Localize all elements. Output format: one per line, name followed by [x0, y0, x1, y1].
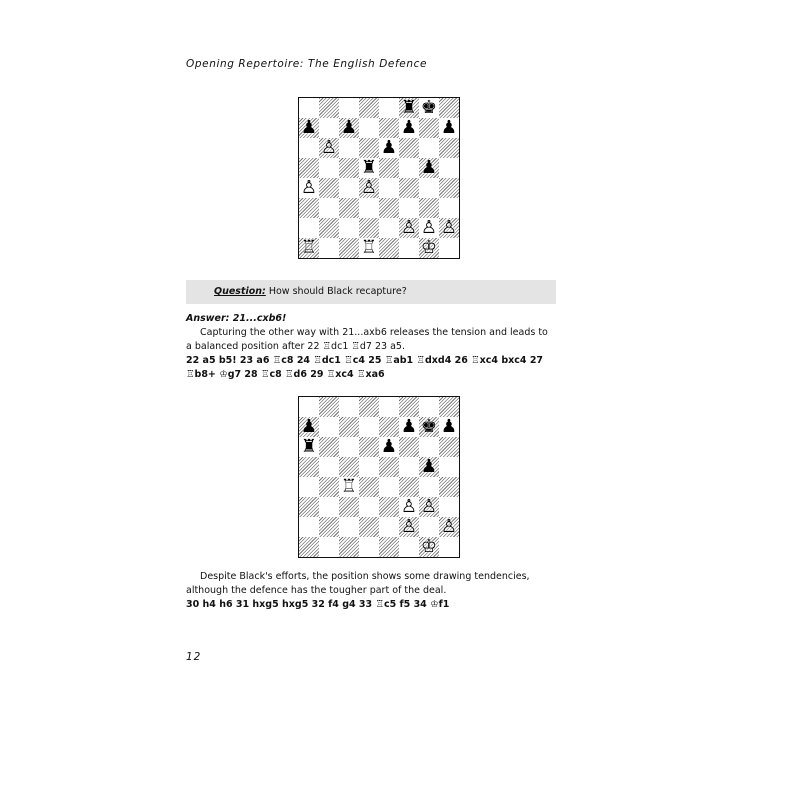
board-square: [439, 437, 459, 457]
board-square: [339, 138, 359, 158]
board-square: [299, 178, 319, 198]
board-square: [419, 98, 439, 118]
board-square: [339, 457, 359, 477]
board-square: [439, 198, 459, 218]
board-square: [319, 417, 339, 437]
board-square: [299, 397, 319, 417]
black-pawn-icon: ♟: [300, 416, 318, 437]
board-square: [339, 238, 359, 258]
board-square: [379, 218, 399, 238]
white-pawn-icon: ♙: [400, 516, 418, 537]
answer-section: [186, 312, 556, 382]
board-square: [379, 238, 399, 258]
board-square: [379, 437, 399, 457]
board-square: [439, 98, 459, 118]
white-pawn-icon: ♙: [300, 177, 318, 198]
board-square: [419, 138, 439, 158]
board-square: [299, 417, 319, 437]
question-label: Question:: [214, 286, 266, 297]
page-number: 12: [186, 651, 202, 663]
white-pawn-icon: ♙: [360, 177, 378, 198]
board-square: [359, 198, 379, 218]
board-square: [319, 477, 339, 497]
board-square: [399, 537, 419, 557]
board-square: [399, 158, 419, 178]
board-square: [439, 178, 459, 198]
board-square: [319, 98, 339, 118]
board-square: [359, 437, 379, 457]
board-square: [419, 417, 439, 437]
board-square: [399, 517, 419, 537]
chess-diagram-1: [298, 97, 460, 259]
white-rook-icon: ♖: [300, 237, 318, 258]
board-square: [379, 457, 399, 477]
chess-diagram-2: [298, 396, 460, 558]
black-king-icon: ♚: [420, 416, 438, 437]
board-square: [439, 497, 459, 517]
black-pawn-icon: ♟: [420, 157, 438, 178]
board-square: [339, 517, 359, 537]
board-square: [319, 238, 339, 258]
board-square: [419, 218, 439, 238]
board-square: [339, 158, 359, 178]
board-square: [319, 537, 339, 557]
board-square: [399, 138, 419, 158]
board-square: [299, 198, 319, 218]
board-square: [419, 158, 439, 178]
board-square: [419, 238, 439, 258]
board-square: [299, 477, 319, 497]
white-pawn-icon: ♙: [400, 496, 418, 517]
board-square: [359, 118, 379, 138]
board-square: [379, 517, 399, 537]
conclusion-paragraph: Despite Black's efforts, the position shows some drawing tendencies, although the defence has the tougher part of the deal.: [186, 571, 530, 596]
board-square: [299, 218, 319, 238]
black-pawn-icon: ♟: [340, 117, 358, 138]
answer-label: Answer: 21...cxb6!: [186, 313, 287, 324]
board-square: [419, 178, 439, 198]
board-square: [439, 417, 459, 437]
running-head: Opening Repertoire: The English Defence: [186, 58, 428, 70]
board-square: [359, 417, 379, 437]
board-square: [359, 397, 379, 417]
board-square: [399, 497, 419, 517]
board-square: [319, 158, 339, 178]
board-square: [299, 158, 319, 178]
board-square: [399, 457, 419, 477]
board-square: [299, 118, 319, 138]
black-pawn-icon: ♟: [400, 416, 418, 437]
black-pawn-icon: ♟: [420, 456, 438, 477]
board-square: [379, 118, 399, 138]
board-square: [359, 457, 379, 477]
board-square: [439, 138, 459, 158]
board-square: [379, 417, 399, 437]
board-square: [319, 118, 339, 138]
black-pawn-icon: ♟: [380, 436, 398, 457]
board-square: [379, 198, 399, 218]
board-square: [399, 437, 419, 457]
board-square: [419, 517, 439, 537]
board-square: [419, 457, 439, 477]
conclusion-section: [186, 570, 556, 612]
board-square: [439, 457, 459, 477]
board-square: [419, 397, 439, 417]
board-square: [299, 238, 319, 258]
board-square: [399, 178, 419, 198]
board-square: [399, 198, 419, 218]
board-square: [319, 178, 339, 198]
board-square: [359, 497, 379, 517]
conclusion-moves: 30 h4 h6 31 hxg5 hxg5 32 f4 g4 33 ♖c5 f5 34 ♔f1: [186, 599, 450, 610]
board-square: [419, 437, 439, 457]
black-rook-icon: ♜: [360, 157, 378, 178]
board-square: [439, 477, 459, 497]
board-square: [399, 118, 419, 138]
board-square: [339, 198, 359, 218]
board-square: [339, 417, 359, 437]
board-square: [439, 158, 459, 178]
white-pawn-icon: ♙: [320, 137, 338, 158]
white-pawn-icon: ♙: [440, 217, 458, 238]
question-text: How should Black recapture?: [265, 286, 407, 297]
board-square: [359, 537, 379, 557]
board-square: [359, 138, 379, 158]
board-square: [299, 437, 319, 457]
board-square: [339, 218, 359, 238]
board-square: [379, 537, 399, 557]
board-square: [379, 397, 399, 417]
board-square: [419, 537, 439, 557]
board-square: [419, 198, 439, 218]
board-square: [319, 437, 339, 457]
board-square: [379, 178, 399, 198]
board-square: [399, 417, 419, 437]
board-square: [319, 198, 339, 218]
board-square: [439, 397, 459, 417]
board-square: [379, 497, 399, 517]
board-square: [379, 98, 399, 118]
white-pawn-icon: ♙: [400, 217, 418, 238]
board-square: [399, 397, 419, 417]
answer-paragraph: Capturing the other way with 21...axb6 releases the tension and leads to a balanced position after 22 ♖dc1 ♖d7 23 a5.: [186, 327, 548, 352]
black-rook-icon: ♜: [300, 436, 318, 457]
board-square: [359, 517, 379, 537]
board-square: [439, 537, 459, 557]
white-rook-icon: ♖: [340, 476, 358, 497]
board-square: [299, 457, 319, 477]
board-square: [359, 178, 379, 198]
board-square: [419, 477, 439, 497]
board-square: [339, 397, 359, 417]
black-pawn-icon: ♟: [400, 117, 418, 138]
board-square: [359, 477, 379, 497]
board-square: [299, 517, 319, 537]
board-square: [399, 98, 419, 118]
board-square: [319, 218, 339, 238]
board-square: [359, 218, 379, 238]
board-square: [439, 218, 459, 238]
white-king-icon: ♔: [420, 536, 438, 557]
board-square: [339, 98, 359, 118]
board-square: [299, 138, 319, 158]
board-square: [399, 477, 419, 497]
board-square: [319, 497, 339, 517]
board-square: [439, 238, 459, 258]
board-square: [359, 98, 379, 118]
board-square: [319, 457, 339, 477]
board-square: [339, 437, 359, 457]
black-pawn-icon: ♟: [440, 117, 458, 138]
board-square: [439, 118, 459, 138]
board-square: [299, 497, 319, 517]
board-square: [379, 158, 399, 178]
board-square: [359, 158, 379, 178]
answer-moves: 22 a5 b5! 23 a6 ♖c8 24 ♖dc1 ♖c4 25 ♖ab1 ♖dxd4 26 ♖xc4 bxc4 27 ♖b8+ ♔g7 28 ♖c8 ♖d6 29 ♖xc4 ♖xa6: [186, 355, 544, 380]
black-rook-icon: ♜: [400, 97, 418, 118]
board-square: [339, 477, 359, 497]
board-square: [299, 98, 319, 118]
board-square: [419, 118, 439, 138]
board-square: [319, 397, 339, 417]
board-square: [399, 238, 419, 258]
board-square: [339, 178, 359, 198]
black-pawn-icon: ♟: [440, 416, 458, 437]
board-square: [339, 497, 359, 517]
black-pawn-icon: ♟: [380, 137, 398, 158]
board-square: [399, 218, 419, 238]
question-box: [186, 280, 556, 304]
black-king-icon: ♚: [420, 97, 438, 118]
white-pawn-icon: ♙: [420, 217, 438, 238]
board-square: [419, 497, 439, 517]
white-pawn-icon: ♙: [440, 516, 458, 537]
board-square: [379, 138, 399, 158]
board-square: [319, 138, 339, 158]
board-square: [359, 238, 379, 258]
board-square: [339, 118, 359, 138]
board-square: [379, 477, 399, 497]
board-square: [299, 537, 319, 557]
board-square: [339, 537, 359, 557]
white-king-icon: ♔: [420, 237, 438, 258]
white-pawn-icon: ♙: [420, 496, 438, 517]
black-pawn-icon: ♟: [300, 117, 318, 138]
board-square: [439, 517, 459, 537]
board-square: [319, 517, 339, 537]
white-rook-icon: ♖: [360, 237, 378, 258]
